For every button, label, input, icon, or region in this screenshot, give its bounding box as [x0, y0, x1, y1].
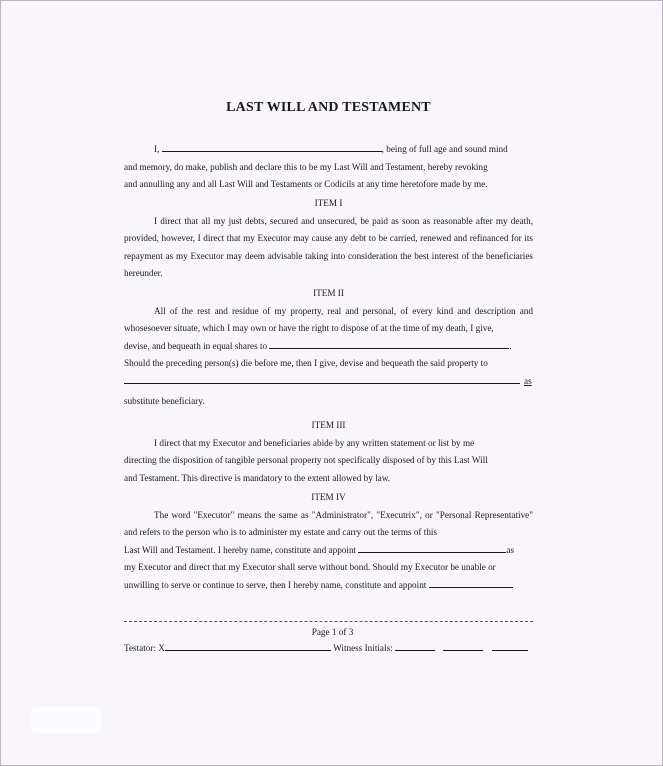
witness-initials-2-blank[interactable]	[443, 641, 483, 651]
executor-name-blank[interactable]	[358, 542, 506, 553]
item-1-heading: ITEM I	[314, 198, 343, 208]
faint-watermark	[31, 707, 101, 733]
item-3-line-2: directing the disposition of tangible personal property not specifically disposed of by this Last Will	[124, 455, 488, 466]
item-4-line-5-prefix: unwilling to serve or continue to serve, then I hereby name, constitute and appoint	[124, 579, 427, 590]
item-3-line-1: I direct that my Executor and beneficiaries abide by any written statement or list by me	[154, 437, 475, 448]
item-4-text: The word "Executor" means the same as "Administrator", "Executrix", or "Personal Representative" and refers to the person who is to administer my estate and carry out the terms of this	[124, 509, 533, 538]
item-3-section	[124, 417, 533, 487]
intro-suffix: , being of full age and sound mind	[381, 144, 508, 154]
item-2-line-3-suffix: .	[509, 340, 512, 351]
item-2-text: All of the rest and residue of my property, real and personal, of every kind and description and whosesoever situate, which I may own or have the right to dispose of at the time of my death, I give,	[124, 305, 533, 334]
intro-paragraph	[124, 141, 533, 194]
footer-divider	[124, 621, 533, 622]
item-2-line-3-prefix: devise, and bequeath in equal shares to	[124, 340, 268, 351]
item-2-heading: ITEM II	[313, 288, 344, 298]
page-number: Page 1 of 3	[311, 627, 354, 637]
item-4-section	[124, 489, 533, 595]
item-4-heading: ITEM IV	[311, 492, 346, 502]
signature-footer	[124, 641, 544, 653]
testator-label: Testator: X	[124, 643, 165, 653]
beneficiaries-blank[interactable]	[269, 338, 512, 351]
witness-label: Witness Initials:	[333, 643, 393, 653]
alternate-executor-blank[interactable]	[429, 577, 513, 588]
substitute-beneficiary-blank[interactable]	[124, 373, 520, 384]
item-2-line-6: substitute beneficiary.	[124, 395, 205, 406]
item-3-heading: ITEM III	[311, 420, 346, 430]
item-4-line-3-prefix: Last Will and Testament. I hereby name, constitute and appoint	[124, 544, 357, 555]
item-4-line-4: my Executor and direct that my Executor shall serve without bond. Should my Executor be unable or	[124, 562, 496, 573]
item-2-line-5-suffix: as	[524, 375, 532, 386]
item-2-section	[124, 285, 533, 411]
item-3-line-3: and Testament. This directive is mandatory to the extent allowed by law.	[124, 472, 391, 483]
document-title: LAST WILL AND TESTAMENT	[226, 100, 431, 115]
item-1-section	[124, 195, 533, 283]
item-2-line-4: Should the preceding person(s) die before me, then I give, devise and bequeath the said property to	[124, 358, 488, 369]
witness-initials-3-blank[interactable]	[492, 641, 528, 651]
item-1-text: I direct that all my just debts, secured and unsecured, be paid as soon as reasonable after my death, provided, however, I direct that my Executor may cause any debt to be carried, renewed and refinanced for its repayment as my Executor may deem advisable taking into consideration the best interest of the beneficiaries hereunder.	[124, 215, 533, 279]
item-4-line-3-suffix: as	[506, 544, 515, 555]
intro-line-3: and annulling any and all Last Will and Testaments or Codicils at any time heretofore made by me.	[124, 179, 488, 190]
witness-initials-1-blank[interactable]	[395, 641, 435, 651]
intro-prefix: I,	[154, 144, 160, 154]
intro-line-2: and memory, do make, publish and declare this to be my Last Will and Testament, hereby revoking	[124, 161, 488, 172]
testator-name-blank[interactable]	[162, 141, 382, 152]
testator-signature-blank[interactable]	[165, 641, 331, 651]
